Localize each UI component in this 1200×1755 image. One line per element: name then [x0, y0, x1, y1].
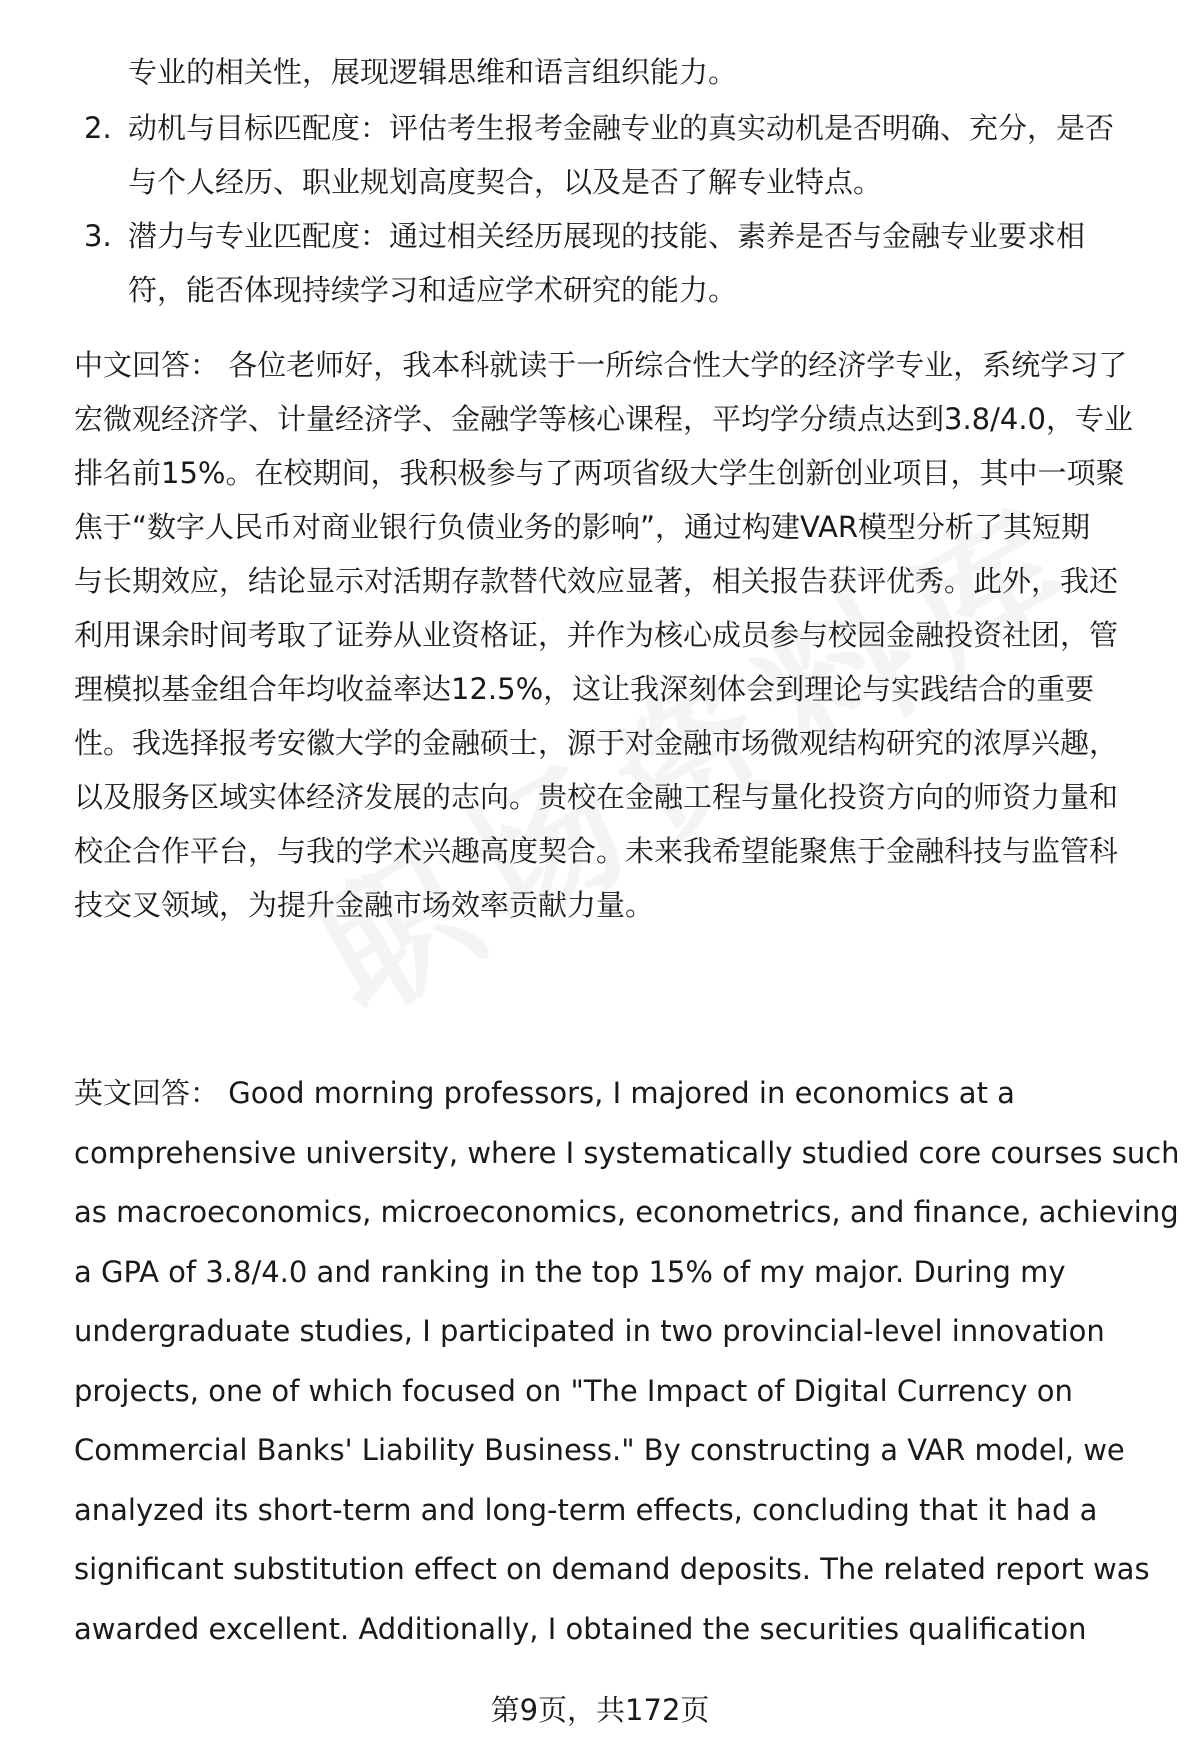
chinese-answer-line: 性。我选择报考安徽大学的金融硕士，源于对金融市场微观结构研究的浓厚兴趣，: [74, 726, 1119, 760]
chinese-answer-line: 校企合作平台，与我的学术兴趣高度契合。未来我希望能聚焦于金融科技与监管科: [74, 834, 1119, 868]
chinese-answer-line: 中文回答： 各位老师好，我本科就读于一所综合性大学的经济学专业，系统学习了: [74, 348, 1128, 382]
chinese-answer-line: 焦于“数字人民币对商业银行负债业务的影响”，通过构建VAR模型分析了其短期: [74, 510, 1091, 544]
english-answer-line: projects, one of which focused on "The Impact of Digital Currency on: [74, 1373, 1073, 1408]
chinese-answer-line: 技交叉领域，为提升金融市场效率贡献力量。: [74, 888, 655, 922]
english-answer-line: Commercial Banks' Liability Business." By constructing a VAR model, we: [74, 1433, 1125, 1467]
english-answer-line: 英文回答： Good morning professors, I majored in economics at a: [74, 1076, 1015, 1110]
english-answer-paragraph: [74, 1064, 1180, 1659]
criteria-line: 潜力与专业匹配度：通过相关经历展现的技能、素养是否与金融专业要求相: [128, 219, 1086, 253]
criteria-line: 与个人经历、职业规划高度契合，以及是否了解专业特点。: [128, 165, 883, 199]
criteria-continued-line: 专业的相关性，展现逻辑思维和语言组织能力。: [128, 55, 738, 89]
english-answer-line: undergraduate studies, I participated in two provincial-level innovation: [74, 1314, 1105, 1348]
chinese-answer-paragraph: [74, 338, 1154, 932]
criteria-number: 2.: [84, 111, 112, 145]
chinese-answer-line: 排名前15%。在校期间，我积极参与了两项省级大学生创新创业项目，其中一项聚: [74, 456, 1125, 490]
criteria-line: 动机与目标匹配度：评估考生报考金融专业的真实动机是否明确、充分，是否: [128, 111, 1115, 145]
english-answer-line: as macroeconomics, microeconomics, econometrics, and finance, achieving: [74, 1195, 1179, 1229]
page-number-footer: 第9页，共172页: [490, 1693, 710, 1727]
chinese-answer-line: 以及服务区域实体经济发展的志向。贵校在金融工程与量化投资方向的师资力量和: [74, 780, 1119, 814]
chinese-answer-line: 与长期效应，结论显示对活期存款替代效应显著，相关报告获评优秀。此外，我还: [74, 564, 1119, 598]
english-answer-line: significant substitution effect on demand deposits. The related report was: [74, 1552, 1150, 1586]
english-answer-line: a GPA of 3.8/4.0 and ranking in the top 15% of my major. During my: [74, 1254, 1066, 1289]
criteria-line: 符，能否体现持续学习和适应学术研究的能力。: [128, 273, 738, 307]
chinese-answer-line: 利用课余时间考取了证券从业资格证，并作为核心成员参与校园金融投资社团，管: [74, 618, 1119, 652]
english-answer-line: awarded excellent. Additionally, I obtained the securities qualification: [74, 1611, 1087, 1646]
chinese-answer-line: 宏微观经济学、计量经济学、金融学等核心课程，平均学分绩点达到3.8/4.0，专业: [74, 402, 1134, 436]
english-answer-line: analyzed its short-term and long-term effects, concluding that it had a: [74, 1492, 1098, 1527]
english-answer-line: comprehensive university, where I systematically studied core courses such: [74, 1135, 1180, 1170]
criteria-number: 3.: [84, 219, 112, 253]
chinese-answer-line: 理模拟基金组合年均收益率达12.5%，这让我深刻体会到理论与实践结合的重要: [74, 672, 1095, 706]
